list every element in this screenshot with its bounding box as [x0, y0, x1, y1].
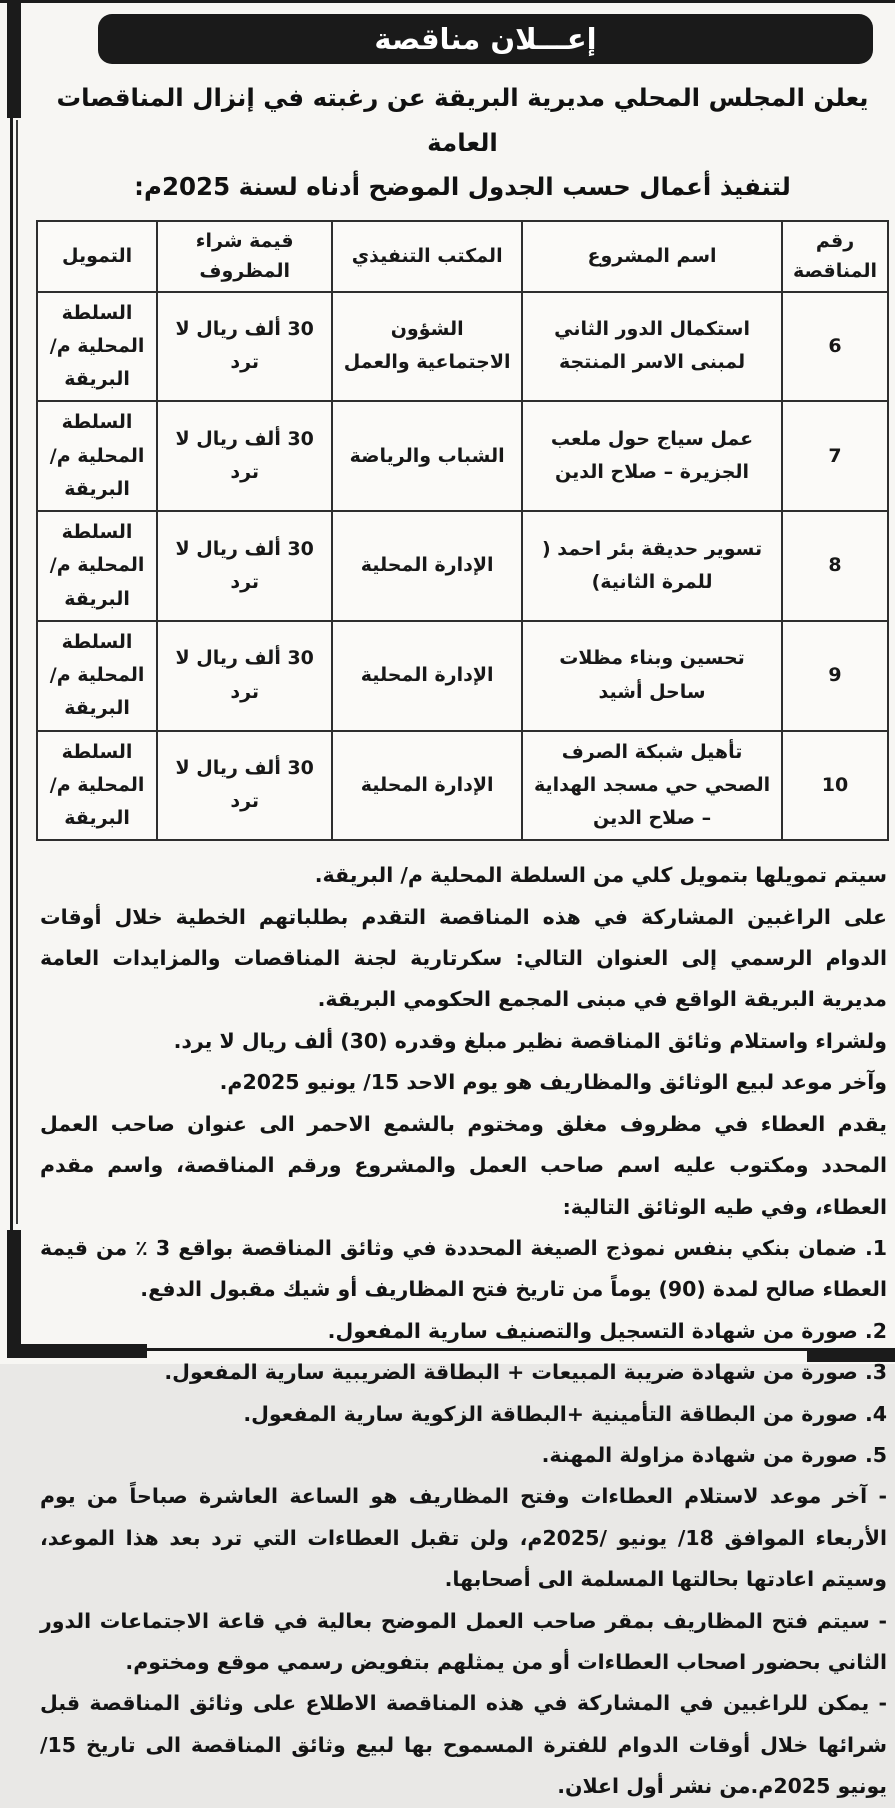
col-header-project-name: اسم المشروع	[522, 221, 782, 292]
frame-left-top-bar	[7, 0, 21, 118]
col-header-executive-office: المكتب التنفيذي	[332, 221, 522, 292]
list-item-registration-certificate: 2. صورة من شهادة التسجيل والتصنيف سارية المفعول.	[327, 1318, 887, 1343]
paragraph-submission-deadline: - آخر موعد لاستلام العطاءات وفتح المظاريف هو الساعة العاشرة صباحاً من يوم الأربعاء الموافق 18/ يونيو /2025م، ولن تقبل العطاءات التي ترد بعد هذا الموعد، وسيتم اعادتها بحالتها المسلمة الى أصحابها.	[40, 1484, 888, 1592]
cell-tender-no: 10	[782, 731, 888, 841]
cell-funding: السلطة المحلية م/ البريقة	[37, 511, 157, 621]
tenders-table	[36, 220, 889, 842]
paragraph-envelope-opening: - سيتم فتح المظاريف بمقر صاحب العمل الموضح بعالية في قاعة الاجتماعات الدور الثاني بحضور اصحاب العطاءات أو من يمثلهم بتفويض رسمي موقع ومختوم.	[40, 1608, 887, 1674]
paragraph-application-address: على الراغبين المشاركة في هذه المناقصة التقدم بطلباتهم الخطية خلال أوقات الدوام الرسمي إلى العنوان التالي: سكرتارية لجنة المناقصات والمزايدات العامة مديرية البريقة الواقع في مبنى المجمع الحكومي البريقة.	[40, 904, 887, 1012]
cell-project-name: تأهيل شبكة الصرف الصحي حي مسجد الهداية – صلاح الدين	[522, 731, 782, 841]
list-item-profession-license: 5. صورة من شهادة مزاولة المهنة.	[541, 1442, 887, 1467]
frame-top-line	[0, 0, 895, 3]
banner-title: إعـــلان مناقصة	[374, 22, 597, 56]
cell-executive-office: الشؤون الاجتماعية والعمل	[332, 292, 522, 402]
cell-project-name: عمل سياج حول ملعب الجزيرة – صلاح الدين	[522, 401, 782, 511]
frame-left-inner-line	[16, 120, 18, 1224]
cell-executive-office: الإدارة المحلية	[332, 731, 522, 841]
col-header-funding: التمويل	[37, 221, 157, 292]
cell-executive-office: الشباب والرياضة	[332, 401, 522, 511]
cell-project-name: استكمال الدور الثاني لمبنى الاسر المنتجة	[522, 292, 782, 402]
cell-envelope-price: 30 ألف ريال لا ترد	[157, 731, 332, 841]
heading-line-2: لتنفيذ أعمال حسب الجدول الموضح أدناه لسنة 2025م:	[134, 172, 791, 202]
col-header-envelope-price: قيمة شراء المظروف	[157, 221, 332, 292]
cell-tender-no: 7	[782, 401, 888, 511]
cell-tender-no: 9	[782, 621, 888, 731]
frame-left-bottom-bar	[7, 1230, 21, 1358]
cell-executive-office: الإدارة المحلية	[332, 621, 522, 731]
cell-funding: السلطة المحلية م/ البريقة	[37, 401, 157, 511]
paragraph-document-fee: ولشراء واستلام وثائق المناقصة نظير مبلغ وقدره (30) ألف ريال لا يرد.	[173, 1028, 887, 1053]
cell-funding: السلطة المحلية م/ البريقة	[37, 731, 157, 841]
announcement-heading	[36, 76, 889, 210]
cell-tender-no: 8	[782, 511, 888, 621]
header-row	[37, 221, 888, 292]
cell-envelope-price: 30 ألف ريال لا ترد	[157, 292, 332, 402]
cell-funding: السلطة المحلية م/ البريقة	[37, 621, 157, 731]
list-item-bank-guarantee: 1. ضمان بنكي بنفس نموذج الصيغة المحددة في وثائق المناقصة بواقع 3 ٪ من قيمة العطاء صالح لمدة (90) يوماً من تاريخ فتح المظاريف أو شيك مقبول الدفع.	[40, 1235, 888, 1302]
cell-envelope-price: 30 ألف ريال لا ترد	[157, 511, 332, 621]
table-row	[37, 401, 888, 511]
paragraph-document-review: - يمكن للراغبين في المشاركة في هذه المناقصة الاطلاع على وثائق المناقصة قبل شرائها خلال أوقات الدوام للفترة المسموح بها لبيع وثائق المناقصة الى تاريخ 15/ يونيو 2025م.من نشر أول اعلان.	[40, 1691, 887, 1799]
cell-executive-office: الإدارة المحلية	[332, 511, 522, 621]
announcement-body	[40, 855, 887, 1807]
paragraph-funding-note: سيتم تمويلها بتمويل كلي من السلطة المحلية م/ البريقة.	[314, 863, 887, 888]
announcement-banner	[98, 14, 873, 64]
cell-funding: السلطة المحلية م/ البريقة	[37, 292, 157, 402]
list-item-insurance-zakat-cards: 4. صورة من البطاقة التأمينية +البطاقة الزكوية سارية المفعول.	[243, 1401, 887, 1426]
cell-tender-no: 6	[782, 292, 888, 402]
table-row	[37, 511, 888, 621]
paragraph-bid-envelope-instructions: يقدم العطاء في مظروف مغلق ومختوم بالشمع الاحمر الى عنوان صاحب العمل المحدد ومكتوب عليه اسم صاحب العمل والمشروع ورقم المناقصة، واسم مقدم العطاء، وفي طيه الوثائق التالية:	[40, 1111, 887, 1219]
frame-left-line	[10, 0, 13, 1352]
table-row	[37, 621, 888, 731]
list-item-sales-tax-certificate: 3. صورة من شهادة ضريبة المبيعات + البطاقة الضريبية سارية المفعول.	[164, 1360, 887, 1385]
cell-envelope-price: 30 ألف ريال لا ترد	[157, 621, 332, 731]
tenders-table-header	[37, 221, 888, 292]
paragraph-sale-deadline: وآخر موعد لبيع الوثائق والمظاريف هو يوم الاحد 15/ يونيو 2025م.	[219, 1070, 887, 1095]
col-header-tender-no: رقم المناقصة	[782, 221, 888, 292]
cell-project-name: تحسين وبناء مظلات ساحل أشيد	[522, 621, 782, 731]
tenders-table-body	[37, 292, 888, 841]
cell-envelope-price: 30 ألف ريال لا ترد	[157, 401, 332, 511]
table-row	[37, 292, 888, 402]
table-row	[37, 731, 888, 841]
heading-line-1: يعلن المجلس المحلي مديرية البريقة عن رغبته في إنزال المناقصات العامة	[56, 83, 869, 157]
announcement-content	[36, 10, 889, 1808]
cell-project-name: تسوير حديقة بئر احمد ( للمرة الثانية)	[522, 511, 782, 621]
